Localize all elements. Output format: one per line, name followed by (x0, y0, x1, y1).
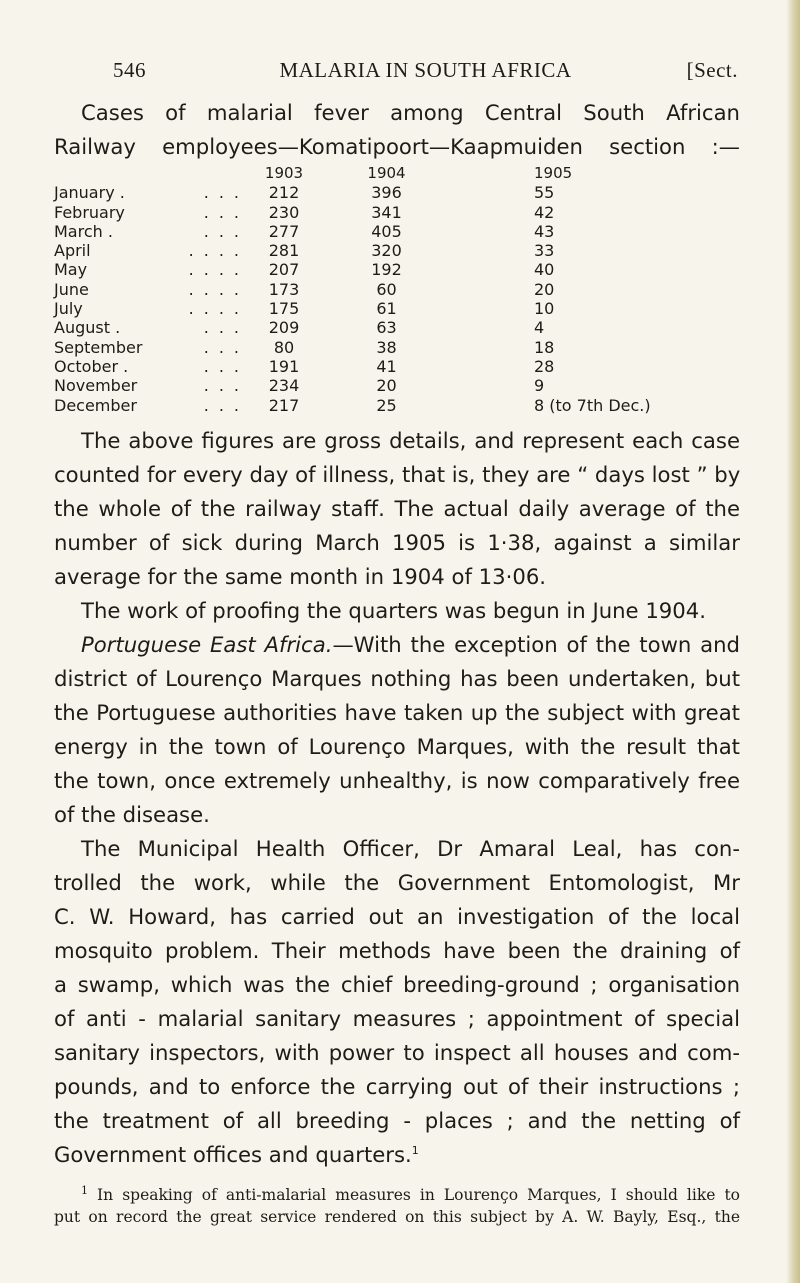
malaria-cases-table (54, 164, 754, 415)
table-caption (54, 96, 740, 164)
text-line: mosquito problem. Their methods have been the draining of (54, 938, 740, 963)
leader-dots: .... (188, 299, 249, 319)
month-cell: November (54, 376, 138, 396)
value-1904: 320 (371, 241, 402, 261)
table-row (54, 318, 754, 337)
value-1904: 38 (376, 337, 397, 357)
caption-line: Railway employees—Komatipoort—Kaapmuiden section :— (54, 134, 740, 159)
text-line: pounds, and to enforce the carrying out of their instructions ; (54, 1074, 740, 1099)
year-header: 1904 (367, 164, 406, 182)
year-header: 1903 (264, 164, 304, 182)
text-line: a swamp, which was the chief breeding-ground ; organisation (54, 972, 740, 997)
value-1903: 80 (273, 337, 295, 357)
value-1904: 341 (371, 202, 402, 222)
table-row (54, 338, 754, 357)
text-line: average for the same month in 1904 of 13·06. (54, 564, 547, 589)
value-1904: 405 (371, 221, 402, 241)
footnote-marker: 1 (81, 1183, 88, 1197)
value-1905: 9 (534, 376, 545, 396)
month-cell: December (54, 395, 137, 415)
value-1904: 63 (376, 318, 397, 338)
month-cell: May (54, 260, 88, 280)
value-1903: 191 (268, 356, 300, 376)
page-edge-shadow (786, 0, 800, 1283)
month-cell: February (54, 202, 125, 222)
text-line: of the disease. (54, 802, 210, 827)
text-line: trolled the work, while the Government Entomologist, Mr (54, 870, 740, 895)
table-header-row (54, 164, 754, 183)
leader-dots: ... (203, 221, 249, 241)
table-row (54, 280, 754, 299)
value-1905: 18 (534, 337, 555, 357)
value-1904: 25 (376, 395, 397, 415)
table-row (54, 357, 754, 376)
table-row (54, 241, 754, 260)
text-line: the treatment of all breeding - places ; and the netting of (54, 1108, 740, 1133)
table-row (54, 203, 754, 222)
leader-dots: .... (188, 279, 249, 299)
leader-dots: ... (203, 376, 249, 396)
value-1903: 209 (268, 318, 300, 338)
leader-dots: .... (188, 241, 249, 261)
value-1904: 192 (371, 260, 402, 280)
month-cell: July (54, 299, 83, 319)
footnote-line: put on record the great service rendered on this subject by A. W. Bayly, Esq., the (54, 1208, 740, 1226)
month-cell: June (54, 279, 89, 299)
value-1903: 277 (268, 221, 300, 241)
text-line: energy in the town of Lourenço Marques, with the result that (54, 734, 740, 759)
month-cell: August . (54, 318, 121, 338)
value-1904: 396 (371, 183, 402, 203)
value-1903: 212 (268, 183, 300, 203)
value-1905: 8 (to 7th Dec.) (534, 395, 651, 415)
page-number: 546 (113, 58, 146, 82)
year-header: 1905 (534, 164, 573, 182)
table-row (54, 183, 754, 202)
text-line: The work of proofing the quarters was begun in June 1904. (81, 598, 706, 623)
leader-dots: ... (203, 318, 249, 338)
running-title: MALARIA IN SOUTH AFRICA (279, 58, 572, 82)
month-cell: March . (54, 221, 113, 241)
text-run: In speaking of anti-malarial measures in Lourenço Marques, I should like to (97, 1186, 740, 1204)
value-1903: 217 (268, 395, 300, 415)
value-1905: 10 (534, 299, 555, 319)
table-row (54, 299, 754, 318)
month-cell: September (54, 337, 143, 357)
leader-dots: ... (203, 202, 249, 222)
footnote-reference[interactable]: 1 (411, 1143, 419, 1157)
table-row (54, 222, 754, 241)
leader-header (154, 164, 249, 183)
text-run: —With the exception of the town and (332, 632, 740, 657)
text-line: district of Lourenço Marques nothing has been undertaken, but (54, 666, 740, 691)
value-1905: 33 (534, 241, 555, 261)
paragraph-figures (54, 424, 740, 594)
leader-dots: ... (203, 183, 249, 203)
value-1905: 55 (534, 183, 555, 203)
table-row (54, 260, 754, 279)
text-line (54, 1138, 740, 1172)
value-1905: 4 (534, 318, 545, 338)
caption-line: Cases of malarial fever among Central South African (81, 100, 740, 125)
month-cell: January . (54, 183, 125, 203)
body-text (54, 424, 740, 1172)
text-line: the whole of the railway staff. The actual daily average of the (54, 496, 740, 521)
text-line: The Municipal Health Officer, Dr Amaral Leal, has con- (81, 836, 740, 861)
value-1903: 281 (268, 241, 300, 261)
text-line: The above figures are gross details, and represent each case (81, 428, 740, 453)
month-cell: October . (54, 356, 129, 376)
value-1904: 61 (376, 299, 397, 319)
leader-dots: .... (188, 260, 249, 280)
value-1904: 60 (376, 279, 397, 299)
value-1903: 173 (268, 279, 300, 299)
value-1903: 234 (268, 376, 300, 396)
leader-dots: ... (203, 356, 249, 376)
section-label: [Sect. (686, 58, 738, 82)
text-line (54, 628, 740, 662)
text-line: sanitary inspectors, with power to inspect all houses and com- (54, 1040, 740, 1065)
month-cell: April (54, 241, 91, 261)
text-line: C. W. Howard, has carried out an investigation of the local (54, 904, 740, 929)
value-1904: 20 (376, 376, 397, 396)
value-1904: 41 (376, 356, 397, 376)
table-row (54, 376, 754, 395)
paragraph-portuguese-east-africa (54, 628, 740, 832)
table-row (54, 396, 754, 415)
value-1905: 20 (534, 279, 555, 299)
paragraph-proofing (54, 594, 740, 628)
running-header (113, 58, 738, 90)
text-run: Government offices and quarters. (54, 1142, 412, 1167)
text-line: the town, once extremely unhealthy, is now comparatively free (54, 768, 740, 793)
text-line: of anti - malarial sanitary measures ; appointment of special (54, 1006, 740, 1031)
footnote (54, 1184, 740, 1228)
value-1903: 207 (268, 260, 300, 280)
month-header (54, 164, 154, 183)
leader-dots: ... (203, 337, 249, 357)
value-1905: 40 (534, 260, 555, 280)
footnote-line (54, 1184, 740, 1206)
value-1903: 175 (268, 299, 300, 319)
value-1905: 43 (534, 221, 555, 241)
section-heading-italic: Portuguese East Africa. (81, 632, 333, 657)
text-line: counted for every day of illness, that is, they are “ days lost ” by (54, 462, 741, 487)
text-line: the Portuguese authorities have taken up the subject with great (54, 700, 740, 725)
leader-dots: ... (203, 395, 249, 415)
value-1905: 28 (534, 356, 555, 376)
value-1905: 42 (534, 202, 555, 222)
text-line: number of sick during March 1905 is 1·38, against a similar (54, 530, 740, 555)
paragraph-municipal-health (54, 832, 740, 1172)
value-1903: 230 (268, 202, 300, 222)
